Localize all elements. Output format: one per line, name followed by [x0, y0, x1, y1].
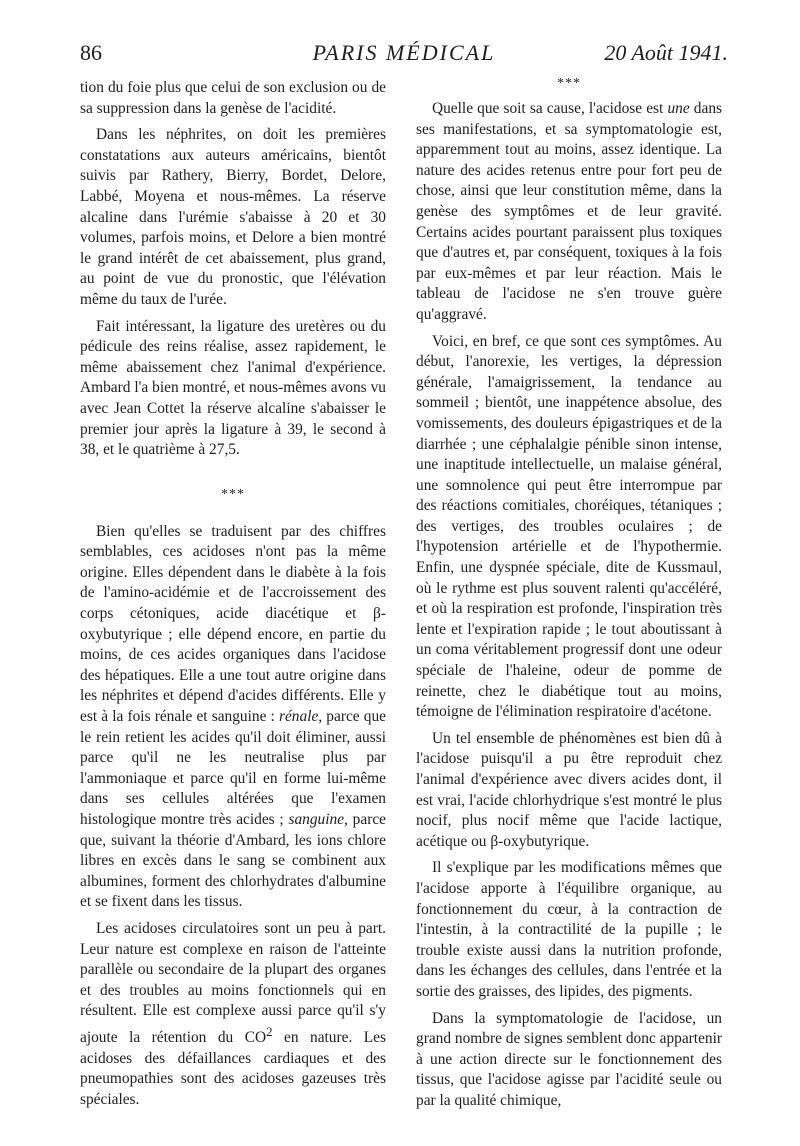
text-run: en nature. Les acidoses des défaillances cardiaques et des pneumopathies sont des acidoses gazeuses très spéciales.: [80, 1029, 386, 1108]
text-run: Bien qu'elles se traduisent par des chiffres semblables, ces acidoses n'ont pas la même origine. Elles dépendent dans le diabète à la fois de l'amino-acidémie et de l'accroissement des corps cétoniques, acide diacétique et β-oxybutyrique ; elle dépend encore, en partie du moins, de ces acides organiques dans l'acidose des hépatiques. Elle a une tout autre origine dans les néphrites et dépend d'acides différents. Elle y est à la fois rénale et sanguine :: [80, 522, 386, 726]
section-asterism: [80, 486, 386, 502]
paragraph: Voici, en bref, ce que sont ces symptômes. Au début, l'anorexie, les vertiges, la dépression générale, l'amaigrissement, la tendance au sommeil ; bientôt, une inappétence absolue, des vomissements, des douleurs épigastriques et de la diarrhée ; une céphalalgie pénible sinon intense, une inaptitude intellectuelle, un malaise général, une somnolence qui peut être interrompue par des réactions comitiales, choréiques, tétaniques ; des vertiges, des troubles oculaires ; de l'hypotension artérielle et de l'hypothermie. Enfin, une dyspnée spéciale, dite de Kussmaul, où le rythme est plus souvent ralenti qu'accéléré, et où la respiration est profonde, l'inspiration très lente et l'expiration rapide ; le tout aboutissant à un coma véritablement progressif dont une odeur spéciale de l'haleine, odeur de pomme de reinette, chez le diabétique tout au moins, témoigne de l'élimination respiratoire d'acétone.: [416, 332, 722, 721]
text-run: Quelle que soit sa cause, l'acidose est: [432, 100, 668, 117]
superscript: 2: [266, 1024, 273, 1039]
asterism-glyph: ***: [221, 486, 245, 502]
paragraph: Un tel ensemble de phénomènes est bien dû à l'acidose puisqu'il a pu être reproduit chez l'animal d'expérience avec divers acides dont, il est vrai, l'acide chlorhydrique s'est montré le plus nocif, plus nocif même que l'acide lactique, acétique ou β-oxybutyrique.: [416, 729, 722, 850]
paragraph: Dans les néphrites, on doit les premières constatations aux auteurs américains, bientôt suivis par Rathery, Bierry, Bordet, Delore, Labbé, Moyena et nous-mêmes. La réserve alcaline dans l'urémie s'abaisse à 20 et 30 volumes, parfois moins, et Delore a bien montré le grand intérêt de cet abaissement, plus grand, au point de vue du pronostic, que l'élévation même du taux de l'urée.: [80, 126, 386, 308]
issue-date: 20 Août 1941.: [604, 40, 728, 65]
section-asterism: [416, 78, 722, 89]
paragraph: [80, 919, 386, 1110]
text-run: dans ses manifestations, et sa symptomatologie est, apparemment tout au moins, assez identique. La nature des acides retenus entre pour fort peu de chose, ainsi que leur constitution même, dans la genèse des symptômes et de leur gravité. Certains acides pourtant paraissent plus toxiques que d'autres et, par conséquent, toxiques à la fois par eux-mêmes et par leur réaction. Mais le tableau de l'acidose ne s'en trouve guère qu'aggravé.: [416, 100, 722, 323]
text-run: parce que le rein retient les acides qu'il doit éliminer, aussi parce qu'il ne les neutralise plus par l'ammoniaque et parce qu'il en forme lui-même dans ses cellules altérées que l'examen histologique montre très acides ;: [80, 708, 386, 828]
emphasis-sanguine: sanguine,: [288, 811, 348, 828]
paragraph: Il s'explique par les modifications mêmes que l'acidose apporte à l'équilibre organique, au fonctionnement du cœur, à la contraction de l'intestin, à la contractilité de la pupille ; le trouble existe aussi dans la nutrition profonde, dans les échanges des cellules, dans l'entrée et la sortie des graisses, des lipides, des pigments.: [416, 859, 722, 1000]
page-number: 86: [80, 40, 102, 65]
paragraph: [416, 99, 722, 326]
page-header: [80, 40, 728, 70]
paragraph: Fait intéressant, la ligature des uretères ou du pédicule des reins réalise, assez rapidement, le même abaissement chez l'animal d'expérience. Ambard l'a bien montré, et nous-mêmes avons vu avec Jean Cottet la réserve alcaline s'abaisser le premier jour après la ligature à 39, le second à 38, et le quatrième à 27,5.: [80, 317, 386, 459]
right-column: [416, 78, 722, 1118]
text-run: Les acidoses circulatoires sont un peu à part. Leur nature est complexe en raison de l'atteinte parallèle ou secondaire de la plupart des organes et des troubles au moins fonctionnels qui en résultent. Elle est complexe aussi parce qu'il s'y ajoute la rétention du CO: [80, 919, 386, 1047]
journal-title: PARIS MÉDICAL: [312, 40, 496, 65]
emphasis-une: une: [667, 100, 690, 117]
emphasis-renale: rénale,: [278, 708, 323, 726]
asterism-glyph: ***: [557, 76, 581, 91]
text-run: parce que, suivant la théorie d'Ambard, les ions chlore libres en excès dans le sang se combinent aux albumines, forment des chlorhydrates d'albumine et se fixent dans les tissus.: [80, 811, 386, 911]
paragraph: [80, 522, 386, 913]
paragraph: Dans la symptomatologie de l'acidose, un grand nombre de signes semblent donc appartenir à une action directe sur le fonctionnement des tissus, que l'acidose agisse par l'acidité seule ou par la qualité chimique,: [416, 1009, 723, 1109]
paragraph: tion du foie plus que celui de son exclusion ou de sa suppression dans la genèse de l'acidité.: [80, 79, 386, 117]
left-column: [80, 78, 386, 1116]
